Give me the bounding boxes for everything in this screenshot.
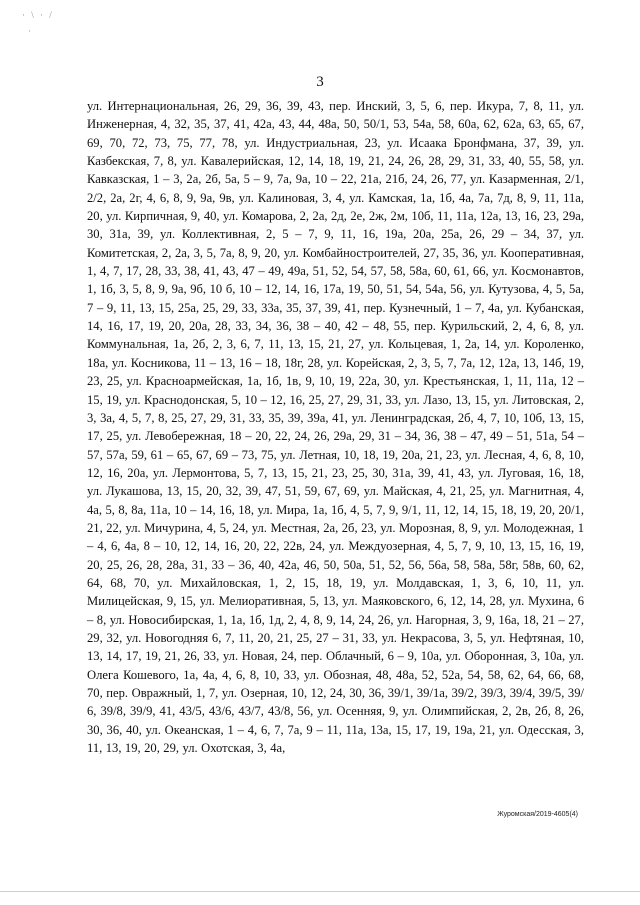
- document-id: Журомская/2019-4605(4): [497, 811, 578, 818]
- page-bottom-rule: [0, 891, 640, 892]
- address-list-paragraph: ул. Интернациональная, 26, 29, 36, 39, 43, пер. Инский, 3, 5, 6, пер. Икура, 7, 8, 11, ул. Инженерная, 4, 32, 35, 37, 41, 42а, 43, 44, 48а, 50, 50/1, 53, 54а, 58, 60а, 62, 62а, 63, 65, 67, 69, 70, 72, 73, 75, 77, 78, ул. Индустриальная, 23, ул. Исаака Бронфмана, 37, 39, ул. Казбекская, 7, 8, ул. Кавалерийская, 12, 14, 18, 19, 21, 24, 26, 28, 29, 31, 33, 40, 55, 58, ул. Кавказская, 1 – 3, 2а, 2б, 5а, 5 – 9, 7а, 9а, 10 – 22, 21а, 21б, 24, 26, 77, ул. Казарменная, 2/1, 2/2, 2а, 2г, 4, 6, 8, 9, 9а, 9в, ул. Калиновая, 3, 4, ул. Камская, 1а, 1б, 4а, 7а, 7д, 8, 9, 11, 11а, 20, ул. Кирпичная, 9, 40, ул. Комарова, 2, 2а, 2д, 2е, 2ж, 2м, 10б, 11, 11а, 12а, 13, 16, 23, 29а, 30, 31а, 39, ул. Коллективная, 2, 5 – 7, 9, 11, 16, 19а, 20а, 25а, 26, 29 – 34, 37, ул. Комитетская, 2, 2а, 3, 5, 7а, 8, 9, 20, ул. Комбайностроителей, 27, 35, 36, ул. Кооперативная, 1, 4, 7, 17, 28, 33, 38, 41, 43, 47 – 49, 49а, 51, 52, 54, 57, 58, 58а, 60, 61, 66, ул. Космонавтов, 1, 1б, 3, 5, 8, 9, 9а, 9б, 10 б, 10 – 12, 14, 16, 17а, 19, 50, 51, 54, 54а, 56, ул. Кутузова, 4, 5, 5а, 7 – 9, 11, 13, 15, 25а, 25, 29, 33, 33а, 35, 37, 39, 41, пер. Кузнечный, 1 – 7, 4а, ул. Кубанская, 14, 16, 17, 19, 20, 20а, 28, 33, 34, 36, 38 – 40, 42 – 48, 55, пер. Курильский, 2, 4, 6, 8, ул. Коммунальная, 1а, 2б, 2, 3, 6, 7, 11, 13, 15, 21, 27, ул. Кольцевая, 1, 2а, 14, ул. Короленко, 18а, ул. Косникова, 11 – 13, 16 – 18, 18г, 28, ул. Корейская, 2, 3, 5, 7, 7а, 12, 12а, 13, 14б, 19, 23, 25, ул. Красноармейская, 1а, 1б, 1в, 9, 10, 19, 22а, 30, ул. Крестьянская, 1, 11, 11а, 12 – 15, 19, ул. Краснодонская, 5, 10 – 12, 16, 25, 27, 29, 31, 33, ул. Лазо, 13, 15, ул. Литовская, 2, 3, 3а, 4, 5, 7, 8, 25, 27, 29, 31, 33, 35, 39, 39а, 41, ул. Ленинградская, 2б, 4, 7, 10, 10б, 13, 15, 17, 25, ул. Левобережная, 18 – 20, 22, 24, 26, 29а, 29, 31 – 34, 36, 38 – 47, 49 – 51, 51а, 54 – 57, 57а, 59, 61 – 65, 67, 69 – 73, 75, ул. Летная, 10, 18, 19, 20а, 21, 23, ул. Лесная, 4, 6, 8, 10, 12, 16, 20а, ул. Лермонтова, 5, 7, 13, 15, 21, 23, 25, 30, 31а, 39, 41, 43, ул. Луговая, 16, 18, ул. Лукашова, 13, 15, 20, 32, 39, 47, 51, 59, 67, 69, ул. Майская, 4, 21, 25, ул. Магнитная, 4, 4а, 5, 8, 8а, 11а, 10 – 14, 16, 18, ул. Мира, 1а, 1б, 4, 5, 7, 9, 9/1, 11, 12, 14, 15, 18, 19, 20, 20/1, 21, 22, ул. Мичурина, 4, 5, 24, ул. Местная, 2а, 2б, 23, ул. Морозная, 8, 9, ул. Молодежная, 1 – 4, 6, 4а, 8 – 10, 12, 14, 16, 20, 22, 22в, 24, ул. Междуозерная, 4, 5, 7, 9, 10, 13, 15, 16, 19, 20, 25, 26, 28, 28а, 31, 33 – 36, 40, 42а, 46, 50, 50а, 51, 52, 56, 56а, 58, 58а, 58г, 58в, 60, 62, 64, 68, 70, ул. Михайловская, 1, 2, 15, 18, 19, ул. Молдавская, 1, 3, 6, 10, 11, ул. Милицейская, 9, 15, ул. Мелиоративная, 5, 13, ул. Маяковского, 6, 12, 14, 28, ул. Мухина, 6 – 8, ул. Новосибирская, 1, 1а, 1б, 1д, 2, 4, 8, 9, 14, 24, 26, ул. Нагорная, 3, 9, 16а, 18, 21 – 27, 29, 32, ул. Новогодняя 6, 7, 11, 20, 21, 25, 27 – 31, 33, ул. Некрасова, 3, 5, ул. Нефтяная, 10, 13, 14, 17, 19, 21, 26, 33, ул. Новая, 24, пер. Облачный, 6 – 9, 10а, ул. Оборонная, 3, 10а, ул. Олега Кошевого, 1а, 4а, 4, 6, 8, 10, 33, ул. Обозная, 48, 48а, 52, 52а, 54, 58, 62, 64, 66, 68, 70, пер. Овражный, 1, 7, ул. Озерная, 10, 12, 24, 30, 36, 39/1, 39/1а, 39/2, 39/3, 39/4, 39/5, 39/ 6, 39/8, 39/9, 41, 43/5, 43/6, 43/7, 43/8, 56, ул. Осенняя, 9, ул. Олимпийская, 2, 2в, 2б, 8, 26, 30, 36, 40, ул. Океанская, 1 – 4, 6, 7, 7а, 9 – 11, 11а, 13а, 15, 17, 19, 19а, 21, ул. Одесская, 3, 11, 13, 19, 20, 29, ул. Охотская, 3, 4а,: [87, 99, 584, 756]
- scan-marks: [22, 10, 54, 36]
- scan-marks-top: · \ · /: [22, 10, 54, 20]
- scan-marks-bottom: ·: [28, 26, 33, 36]
- page-number: 3: [316, 74, 324, 90]
